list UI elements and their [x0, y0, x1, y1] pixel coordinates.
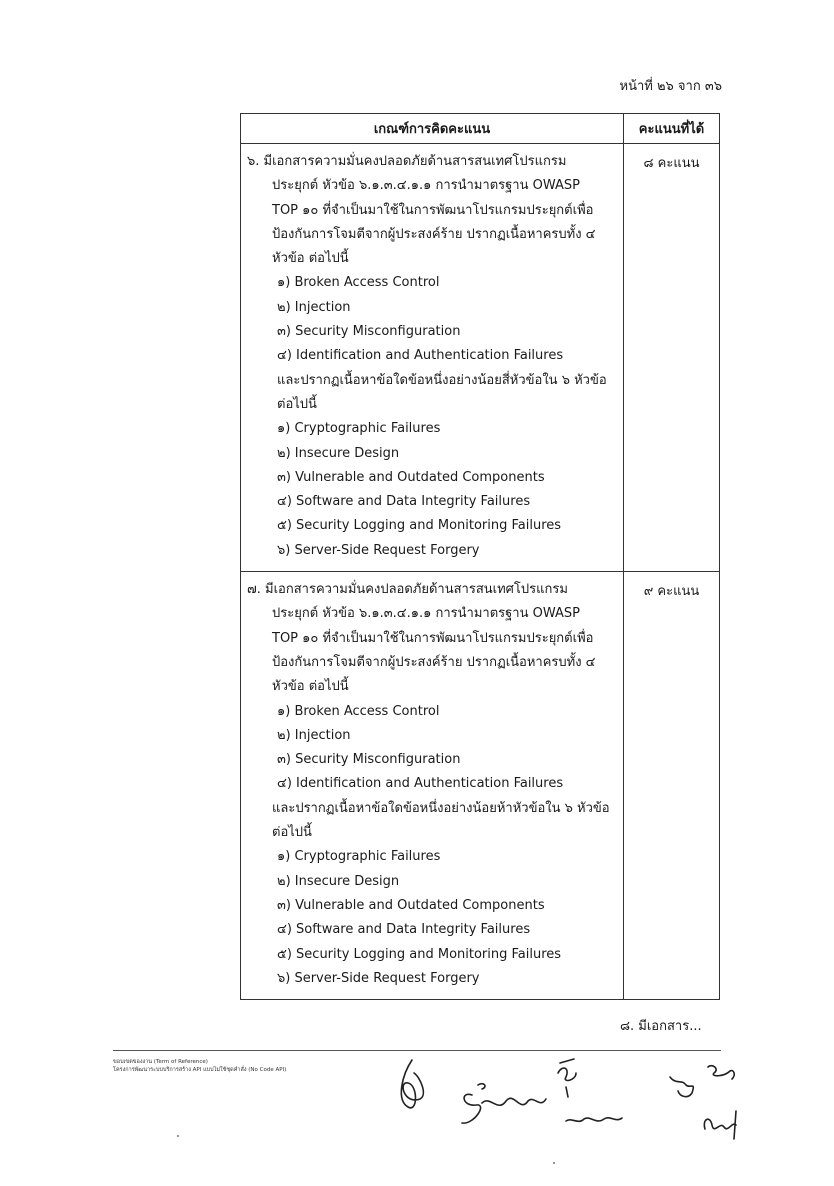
- list-item: ๔) Identification and Authentication Failures: [277, 348, 564, 364]
- list-item: ๔) Software and Data Integrity Failures: [277, 494, 531, 510]
- criteria-column-header: เกณฑ์การคิดคะแนน: [241, 114, 624, 144]
- criterion-heading: ๖. มีเอกสารความมั่นคงปลอดภัยด้านสารสนเทศโปรแกรม: [247, 154, 567, 169]
- footer-line: โครงการพัฒนาระบบบริการสร้าง API แบบไม่ใช้ชุดคำสั่ง (No Code API): [113, 1067, 287, 1073]
- list-item: ๑) Broken Access Control: [277, 275, 440, 291]
- score-column-header: คะแนนที่ได้: [624, 114, 720, 144]
- signature-6: [670, 1077, 693, 1097]
- criterion-text: TOP ๑๐ ที่จำเป็นมาใช้ในการพัฒนาโปรแกรมประยุกต์เพื่อ: [272, 202, 594, 218]
- criterion-text: ประยุกต์ หัวข้อ ๖.๑.๓.๔.๑.๑ การนำมาตรฐาน OWASP: [272, 178, 580, 194]
- footer-line: ขอบเขตของงาน (Term of Reference): [113, 1059, 208, 1065]
- signature-1: [401, 1060, 423, 1108]
- footer: [113, 1058, 286, 1074]
- page-number: หน้าที่ ๒๖ จาก ๓๖: [619, 79, 722, 94]
- handwritten-signatures: [390, 1055, 740, 1175]
- score-cell: ๘ คะแนน: [624, 144, 720, 572]
- criterion-text: ต่อไปนี้: [277, 396, 317, 412]
- list-item: ๒) Insecure Design: [277, 445, 400, 461]
- list-item: ๕) Security Logging and Monitoring Failures: [277, 518, 562, 534]
- footer-divider: [113, 1050, 721, 1051]
- table-row: [241, 144, 720, 572]
- criterion-text: หัวข้อ ต่อไปนี้: [272, 251, 349, 267]
- table-header-row: [241, 114, 720, 144]
- list-item: ๖) Server-Side Request Forgery: [277, 542, 480, 558]
- criterion-text: TOP ๑๐ ที่จำเป็นมาใช้ในการพัฒนาโปรแกรมประยุกต์เพื่อ: [272, 630, 594, 646]
- criterion-text: หัวข้อ ต่อไปนี้: [272, 679, 349, 695]
- criterion-text: และปรากฏเนื้อหาข้อใดข้อหนึ่งอย่างน้อยสี่หัวข้อใน ๖ หัวข้อ: [277, 372, 607, 388]
- list-item: ๖) Server-Side Request Forgery: [277, 970, 480, 986]
- scan-speck: [177, 1135, 179, 1137]
- list-item: ๓) Vulnerable and Outdated Components: [277, 897, 545, 913]
- signature-5: [566, 1118, 622, 1121]
- criterion-text: ป้องกันการโจมตีจากผู้ประสงค์ร้าย ปรากฏเนื้อหาครบทั้ง ๔: [272, 654, 596, 670]
- criterion-text: และปรากฏเนื้อหาข้อใดข้อหนึ่งอย่างน้อยห้าหัวข้อใน ๖ หัวข้อ: [272, 800, 610, 816]
- list-item: ๒) Injection: [277, 727, 351, 743]
- score-cell: ๙ คะแนน: [624, 572, 720, 1000]
- list-item: ๑) Broken Access Control: [277, 703, 440, 719]
- criterion-heading: ๗. มีเอกสารความมั่นคงปลอดภัยด้านสารสนเทศโปรแกรม: [247, 582, 568, 598]
- signature-4: [566, 1087, 568, 1097]
- signature-8: [704, 1111, 736, 1139]
- list-item: ๒) Insecure Design: [277, 873, 400, 889]
- continuation-note: ๘. มีเอกสาร...: [620, 1019, 702, 1034]
- list-item: ๔) Identification and Authentication Failures: [277, 776, 564, 792]
- scan-speck: [553, 1162, 555, 1164]
- table-row: [241, 572, 720, 1000]
- criterion-text: ป้องกันการโจมตีจากผู้ประสงค์ร้าย ปรากฏเนื้อหาครบทั้ง ๔: [272, 226, 596, 242]
- signature-3: [558, 1059, 576, 1080]
- list-item: ๑) Cryptographic Failures: [277, 849, 441, 865]
- list-item: ๔) Software and Data Integrity Failures: [277, 922, 531, 938]
- criterion-text: ต่อไปนี้: [272, 825, 312, 841]
- list-item: ๕) Security Logging and Monitoring Failures: [277, 946, 562, 962]
- signature-area: [390, 1055, 740, 1175]
- signature-7: [708, 1066, 734, 1079]
- list-item: ๑) Cryptographic Failures: [277, 421, 441, 437]
- criteria-cell: [241, 144, 624, 572]
- list-item: ๓) Vulnerable and Outdated Components: [277, 469, 545, 485]
- scoring-criteria-table: [240, 113, 720, 1000]
- list-item: ๒) Injection: [277, 299, 351, 315]
- list-item: ๓) Security Misconfiguration: [277, 752, 461, 768]
- list-item: ๓) Security Misconfiguration: [277, 324, 461, 340]
- criteria-cell: [241, 572, 624, 1000]
- criterion-text: ประยุกต์ หัวข้อ ๖.๑.๓.๔.๑.๑ การนำมาตรฐาน OWASP: [272, 606, 580, 622]
- signature-2: [462, 1084, 546, 1123]
